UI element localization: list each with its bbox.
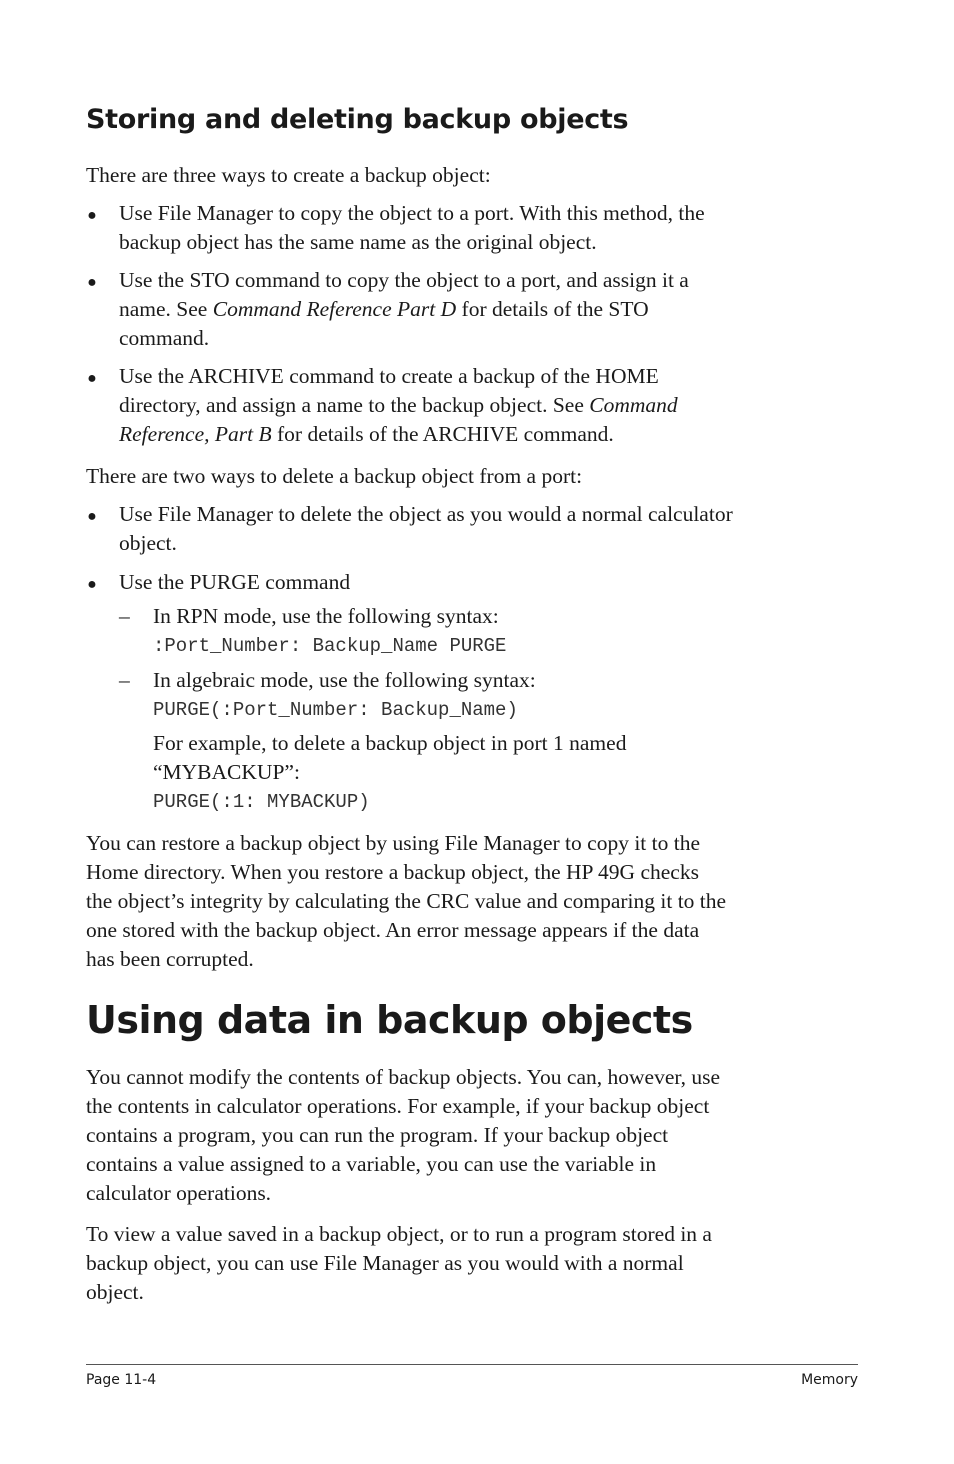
create-item-1: Use File Manager to copy the object to a port. With this method, the backup object has the same name as the original object. [119,201,705,254]
dash-icon: – [119,668,130,692]
restore-paragraph: You can restore a backup object by using File Manager to copy it to the Home directory. When you restore a backup object, the HP 49G checks the object’s integrity by calculating the CRC value and comparing it to the one stored with the backup object. An error message appears if the data has been corrupted. [86,831,727,971]
footer-divider [86,1364,858,1365]
bullet-icon: ● [87,274,97,291]
command-reference-ref: Command Reference Part D [212,297,457,321]
bullet-icon: ● [87,508,97,525]
purge-rpn-text: In RPN mode, use the following syntax: [153,604,499,628]
create-item-2: Use the STO command to copy the object to a port, and assign it a name. See Command Reference Part D for details of the STO command. [119,268,689,350]
purge-algebraic-text: In algebraic mode, use the following syntax: [153,668,536,692]
chapter-name: Memory [801,1372,858,1388]
delete-item-1: Use File Manager to delete the object as you would a normal calculator object. [119,502,733,555]
create-item-3: Use the ARCHIVE command to create a backup of the HOME directory, and assign a name to the backup object. See Command Reference, Part B for details of the ARCHIVE command. [119,364,678,446]
bullet-icon: ● [87,576,97,593]
command-reference-ref: Command [589,393,678,417]
example-text: For example, to delete a backup object in port 1 named “MYBACKUP”: [153,731,627,784]
page-number: Page 11-4 [86,1372,157,1388]
main-heading: Using data in backup objects [86,998,693,1042]
example-code: PURGE(:1: MYBACKUP) [153,791,370,813]
intro-delete: There are two ways to delete a backup object from a port: [86,464,583,488]
bullet-icon: ● [87,207,97,224]
bullet-icon: ● [87,370,97,387]
using-paragraph-2: To view a value saved in a backup object, or to run a program stored in a backup object, you can use File Manager as you would with a normal object. [86,1222,712,1304]
command-reference-ref: Reference, Part B [119,422,272,446]
intro-create: There are three ways to create a backup object: [86,163,491,187]
dash-icon: – [119,604,130,628]
using-paragraph-1: You cannot modify the contents of backup objects. You can, however, use the contents in calculator operations. For example, if your backup object contains a program, you can run the program. If your backup object contains a value assigned to a variable, you can use the variable in calculator operations. [86,1065,721,1205]
delete-item-2: Use the PURGE command [119,570,351,594]
purge-algebraic-code: PURGE(:Port_Number: Backup_Name) [153,699,518,721]
section-heading: Storing and deleting backup objects [86,104,629,135]
purge-rpn-code: :Port_Number: Backup_Name PURGE [153,635,507,657]
